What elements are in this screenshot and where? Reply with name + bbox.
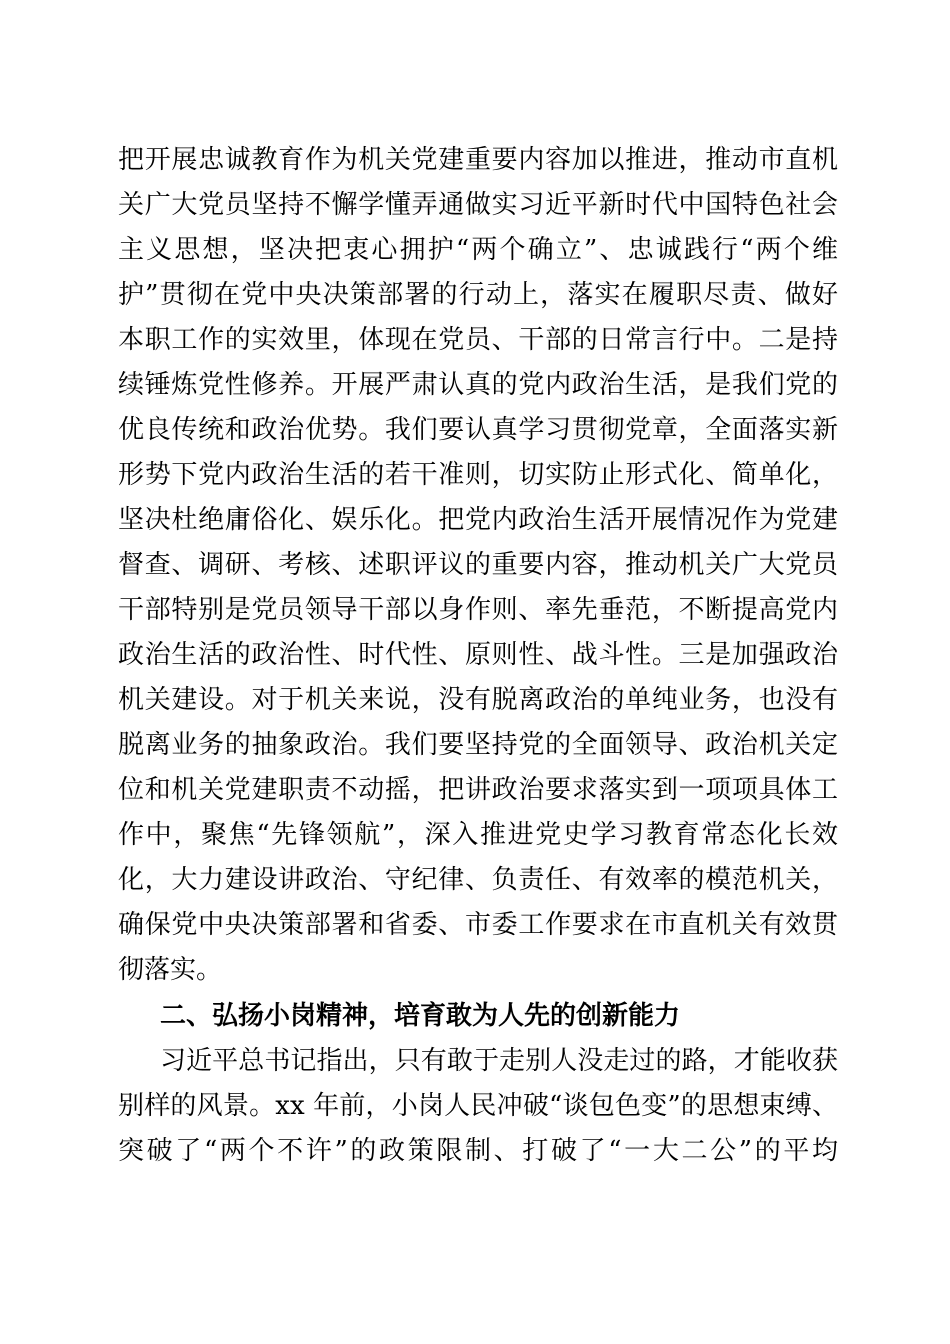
body-text-line: 优良传统和政治优势。我们要认真学习贯彻党章，全面落实新: [118, 415, 838, 445]
body-text-line: 护”贯彻在党中央决策部署的行动上，落实在履职尽责、做好: [118, 280, 838, 310]
body-text-line: 本职工作的实效里，体现在党员、干部的日常言行中。二是持: [118, 325, 838, 355]
body-text-line: 形势下党内政治生活的若干准则，切实防止形式化、简单化，: [118, 460, 838, 490]
body-text-line: 把开展忠诚教育作为机关党建重要内容加以推进，推动市直机: [118, 145, 838, 175]
body-text-line: 主义思想，坚决把衷心拥护“两个确立”、忠诚践行“两个维: [118, 235, 838, 265]
body-text-line: 脱离业务的抽象政治。我们要坚持党的全面领导、政治机关定: [118, 730, 838, 760]
body-text-line: 习近平总书记指出，只有敢于走别人没走过的路，才能收获: [160, 1046, 838, 1076]
body-text-line: 作中，聚焦“先锋领航”，深入推进党史学习教育常态化长效: [118, 820, 838, 850]
body-text-line: 机关建设。对于机关来说，没有脱离政治的单纯业务，也没有: [118, 685, 838, 715]
body-text-line: 突破了“两个不许”的政策限制、打破了“一大二公”的平均: [118, 1136, 838, 1166]
body-text-line: 别样的风景。xx 年前，小岗人民冲破“谈包色变”的思想束缚、: [118, 1091, 838, 1121]
body-text-line: 续锤炼党性修养。开展严肃认真的党内政治生活，是我们党的: [118, 370, 838, 400]
body-text-line: 政治生活的政治性、时代性、原则性、战斗性。三是加强政治: [118, 640, 838, 670]
body-text-line: 化，大力建设讲政治、守纪律、负责任、有效率的模范机关，: [118, 865, 838, 895]
body-text-line: 督查、调研、考核、述职评议的重要内容，推动机关广大党员: [118, 550, 838, 580]
body-text-line: 干部特别是党员领导干部以身作则、率先垂范，不断提高党内: [118, 595, 838, 625]
body-text-line: 位和机关党建职责不动摇，把讲政治要求落实到一项项具体工: [118, 775, 838, 805]
body-text-line: 确保党中央决策部署和省委、市委工作要求在市直机关有效贯: [118, 910, 838, 940]
body-text-line: 坚决杜绝庸俗化、娱乐化。把党内政治生活开展情况作为党建: [118, 505, 838, 535]
section-heading: 二、弘扬小岗精神，培育敢为人先的创新能力: [160, 1001, 681, 1031]
body-text-line: 彻落实。: [118, 955, 223, 985]
body-text-line: 关广大党员坚持不懈学懂弄通做实习近平新时代中国特色社会: [118, 190, 838, 220]
